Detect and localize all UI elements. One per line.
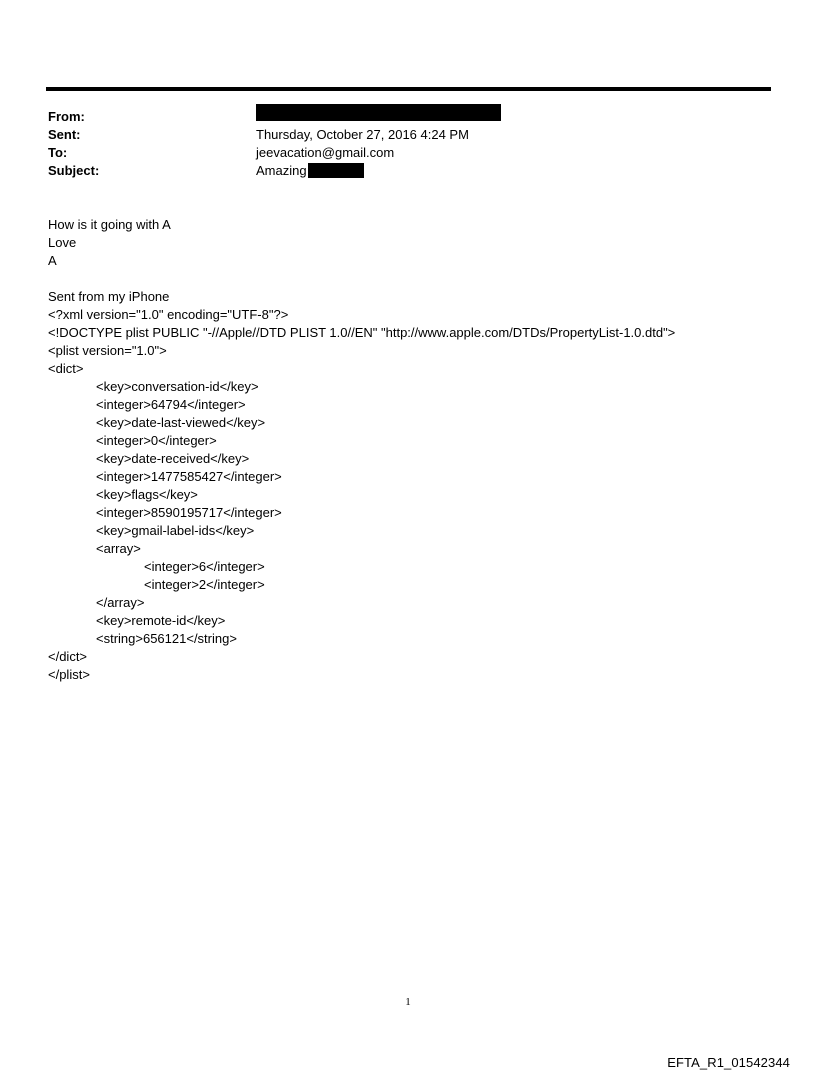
redaction-bar — [256, 104, 501, 121]
plist-array-item: <integer>6</integer> — [144, 559, 265, 574]
from-label: From: — [48, 109, 85, 124]
plist-open: <plist version="1.0"> — [48, 343, 167, 358]
blank-line — [48, 270, 788, 288]
plist-entry: <key>conversation-id</key> — [96, 379, 259, 394]
document-id: EFTA_R1_01542344 — [667, 1055, 790, 1070]
plist-entry: <array> — [96, 541, 141, 556]
subject-row — [48, 162, 768, 180]
plist-entry: <key>flags</key> — [96, 487, 198, 502]
plist-entry: <key>gmail-label-ids</key> — [96, 523, 255, 538]
doctype-line: <!DOCTYPE plist PUBLIC "-//Apple//DTD PLIST 1.0//EN" "http://www.apple.com/DTDs/PropertyList-1.0.dtd"> — [48, 325, 676, 340]
sent-label: Sent: — [48, 127, 81, 142]
body-line: How is it going with A — [48, 217, 171, 232]
plist-entry: <integer>8590195717</integer> — [96, 505, 282, 520]
subject-value: Amazing — [256, 163, 307, 178]
plist-entry: <string>656121</string> — [96, 631, 237, 646]
subject-value-wrap — [256, 162, 364, 180]
email-body — [48, 216, 788, 684]
from-value — [256, 108, 501, 126]
plist-entry: <key>date-last-viewed</key> — [96, 415, 266, 430]
sent-value: Thursday, October 27, 2016 4:24 PM — [256, 127, 469, 142]
plist-entry: <key>remote-id</key> — [96, 613, 226, 628]
to-row — [48, 144, 768, 162]
plist-entry: <integer>64794</integer> — [96, 397, 246, 412]
body-line: A — [48, 253, 57, 268]
plist-array-item: <integer>2</integer> — [144, 577, 265, 592]
page-number: 1 — [405, 996, 411, 1008]
body-line: Love — [48, 235, 77, 250]
plist-close: </plist> — [48, 667, 90, 682]
to-label: To: — [48, 145, 68, 160]
email-header — [48, 108, 768, 180]
sent-row — [48, 126, 768, 144]
dict-close: </dict> — [48, 649, 88, 664]
signature-line: Sent from my iPhone — [48, 289, 170, 304]
xml-declaration: <?xml version="1.0" encoding="UTF-8"?> — [48, 307, 289, 322]
plist-array-close: </array> — [96, 595, 145, 610]
subject-label: Subject: — [48, 163, 100, 178]
plist-entry: <key>date-received</key> — [96, 451, 250, 466]
plist-entry: <integer>1477585427</integer> — [96, 469, 282, 484]
redaction-bar — [308, 163, 364, 178]
header-rule — [46, 87, 771, 91]
plist-entry: <integer>0</integer> — [96, 433, 217, 448]
from-row — [48, 108, 768, 126]
dict-open: <dict> — [48, 361, 84, 376]
to-value: jeevacation@gmail.com — [256, 145, 395, 160]
